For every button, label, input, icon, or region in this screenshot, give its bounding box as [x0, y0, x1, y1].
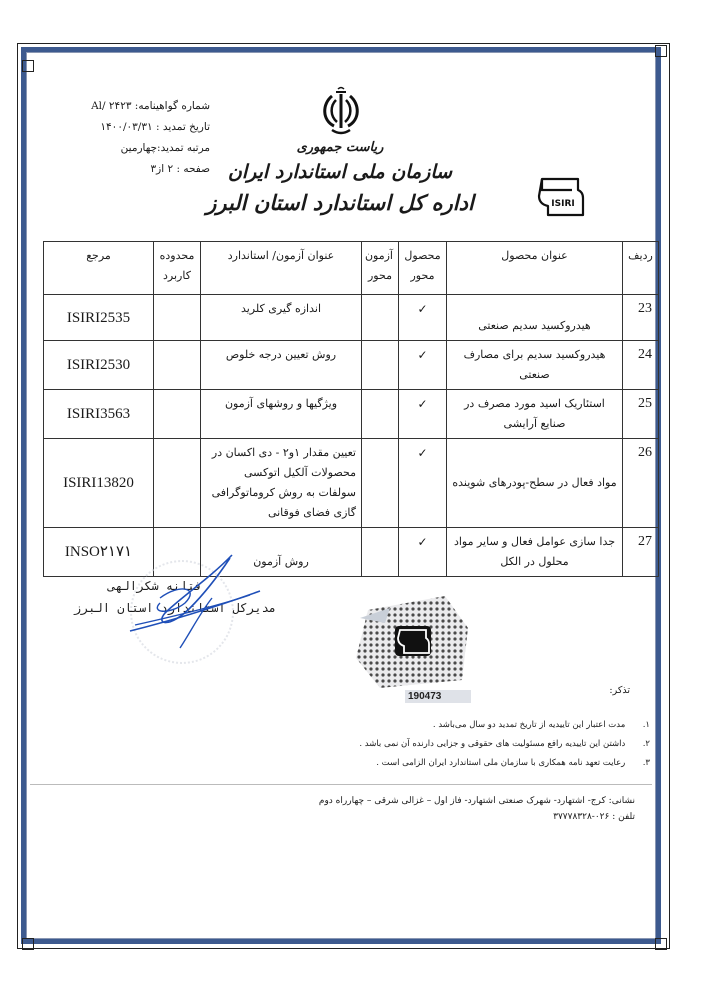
col-header-product-title: عنوان محصول [447, 242, 623, 295]
table-header-row [44, 242, 659, 295]
table-row [44, 295, 659, 341]
product-based-check: ✓ [399, 528, 447, 577]
note-text: رعایت تعهد نامه همکاری با سازمان ملی استاندارد ایران الزامی است . [376, 758, 626, 768]
isiri-logo-icon [536, 176, 586, 218]
renewal-date: تاریخ تمدید : ۱۴۰۰/۰۳/۳۱ [100, 121, 210, 133]
handwritten-signature-icon [60, 553, 300, 653]
product-based-check: ✓ [399, 341, 447, 390]
test-based-check [362, 528, 399, 577]
row-number: 23 [623, 295, 659, 341]
scope [154, 295, 201, 341]
frame-corner-top-right [655, 45, 667, 57]
organization-title: سازمان ملی استاندارد ایران [227, 161, 453, 183]
test-title: ویژگیها و روشهای آزمون [201, 390, 362, 439]
row-number: 25 [623, 390, 659, 439]
test-title: تعیین مقدار ۱و۲ - دی اکسان در محصولات آلکیل اتوکسی سولفات به روش کروماتوگرافی گازی فضای فوقانی [201, 439, 362, 528]
presidency-label: ریاست جمهوری [296, 140, 384, 155]
test-title: اندازه گیری کلرید [201, 295, 362, 341]
reference-standard: ISIRI2535 [44, 295, 154, 341]
test-title: روش تعیین درجه خلوص [201, 341, 362, 390]
scope [154, 390, 201, 439]
note-number: ۱. [642, 720, 650, 730]
footer-address: نشانی: کرج- اشتهارد- شهرک صنعتی اشتهارد- فاز اول – غزالی شرقی – چهارراه دوم [318, 796, 635, 806]
hologram-serial: 190473 [405, 690, 471, 703]
reference-standard: ISIRI2530 [44, 341, 154, 390]
certificate-number: شماره گواهینامه: Al/ ۲۴۲۳ [91, 100, 210, 112]
table-row [44, 390, 659, 439]
row-number: 26 [623, 439, 659, 528]
product-based-check: ✓ [399, 439, 447, 528]
footer-contact [300, 793, 635, 825]
notes-title: تذکر: [609, 685, 630, 696]
note-item [330, 735, 650, 754]
note-item [330, 754, 650, 773]
product-title: استئاریک اسید مورد مصرف در صنایع آرایشی [447, 390, 623, 439]
test-based-check [362, 295, 399, 341]
department-title: اداره کل استاندارد استان البرز [206, 190, 474, 215]
scope [154, 439, 201, 528]
col-header-reference: مرجع [44, 242, 154, 295]
table-row [44, 341, 659, 390]
col-header-test-based: آزمون محور [362, 242, 399, 295]
col-header-scope: محدوده کاربرد [154, 242, 201, 295]
test-based-check [362, 390, 399, 439]
product-title: مواد فعال در سطح-پودرهای شوینده [447, 439, 623, 528]
footer-phone: تلفن : ۰۲۶-۳۷۷۷۸۳۲۸ [553, 812, 635, 822]
row-number: 27 [623, 528, 659, 577]
hologram-seal-icon [350, 588, 475, 688]
footer-divider [30, 784, 652, 785]
col-header-product-based: محصول محور [399, 242, 447, 295]
col-header-row-no: ردیف [623, 242, 659, 295]
signatory-name: فتانه شکرالهی [108, 579, 202, 593]
iran-emblem-icon [320, 86, 362, 138]
product-title: هیدروکسید سدیم صنعتی [447, 295, 623, 341]
reference-standard: ISIRI13820 [44, 439, 154, 528]
test-title: روش آزمون [201, 528, 362, 577]
notes-list [330, 716, 650, 773]
frame-corner-bottom-right [655, 938, 667, 950]
scope [154, 341, 201, 390]
page-number: صفحه : ۲ از۳ [150, 163, 210, 175]
note-text: مدت اعتبار این تاییدیه از تاریخ تمدید دو سال می‌باشد . [432, 720, 626, 730]
certification-table [43, 241, 659, 577]
col-header-test-title: عنوان آزمون/ استاندارد [201, 242, 362, 295]
note-text: داشتن این تاییدیه رافع مسئولیت های حقوقی و جزایی دارنده آن نمی باشد . [359, 739, 626, 749]
reference-standard: ISIRI3563 [44, 390, 154, 439]
product-title: هیدروکسید سدیم برای مصارف صنعتی [447, 341, 623, 390]
frame-corner-top-left [22, 60, 34, 72]
note-number: ۲. [642, 739, 650, 749]
reference-standard: INSO۲۱۷۱ [44, 528, 154, 577]
note-number: ۳. [642, 758, 650, 768]
signatory-title: مدیرکل استاندارد استان البرز [73, 601, 277, 615]
table-row [44, 439, 659, 528]
row-number: 24 [623, 341, 659, 390]
product-based-check: ✓ [399, 390, 447, 439]
renewal-order: مرتبه تمدید:چهارمین [120, 142, 210, 154]
product-based-check: ✓ [399, 295, 447, 341]
test-based-check [362, 439, 399, 528]
frame-corner-bottom-left [22, 938, 34, 950]
note-item [330, 716, 650, 735]
isiri-logo-text: ISIRI [551, 199, 575, 209]
test-based-check [362, 341, 399, 390]
certificate-info [60, 96, 210, 180]
product-title: جدا سازی عوامل فعال و سایر مواد محلول در الکل [447, 528, 623, 577]
